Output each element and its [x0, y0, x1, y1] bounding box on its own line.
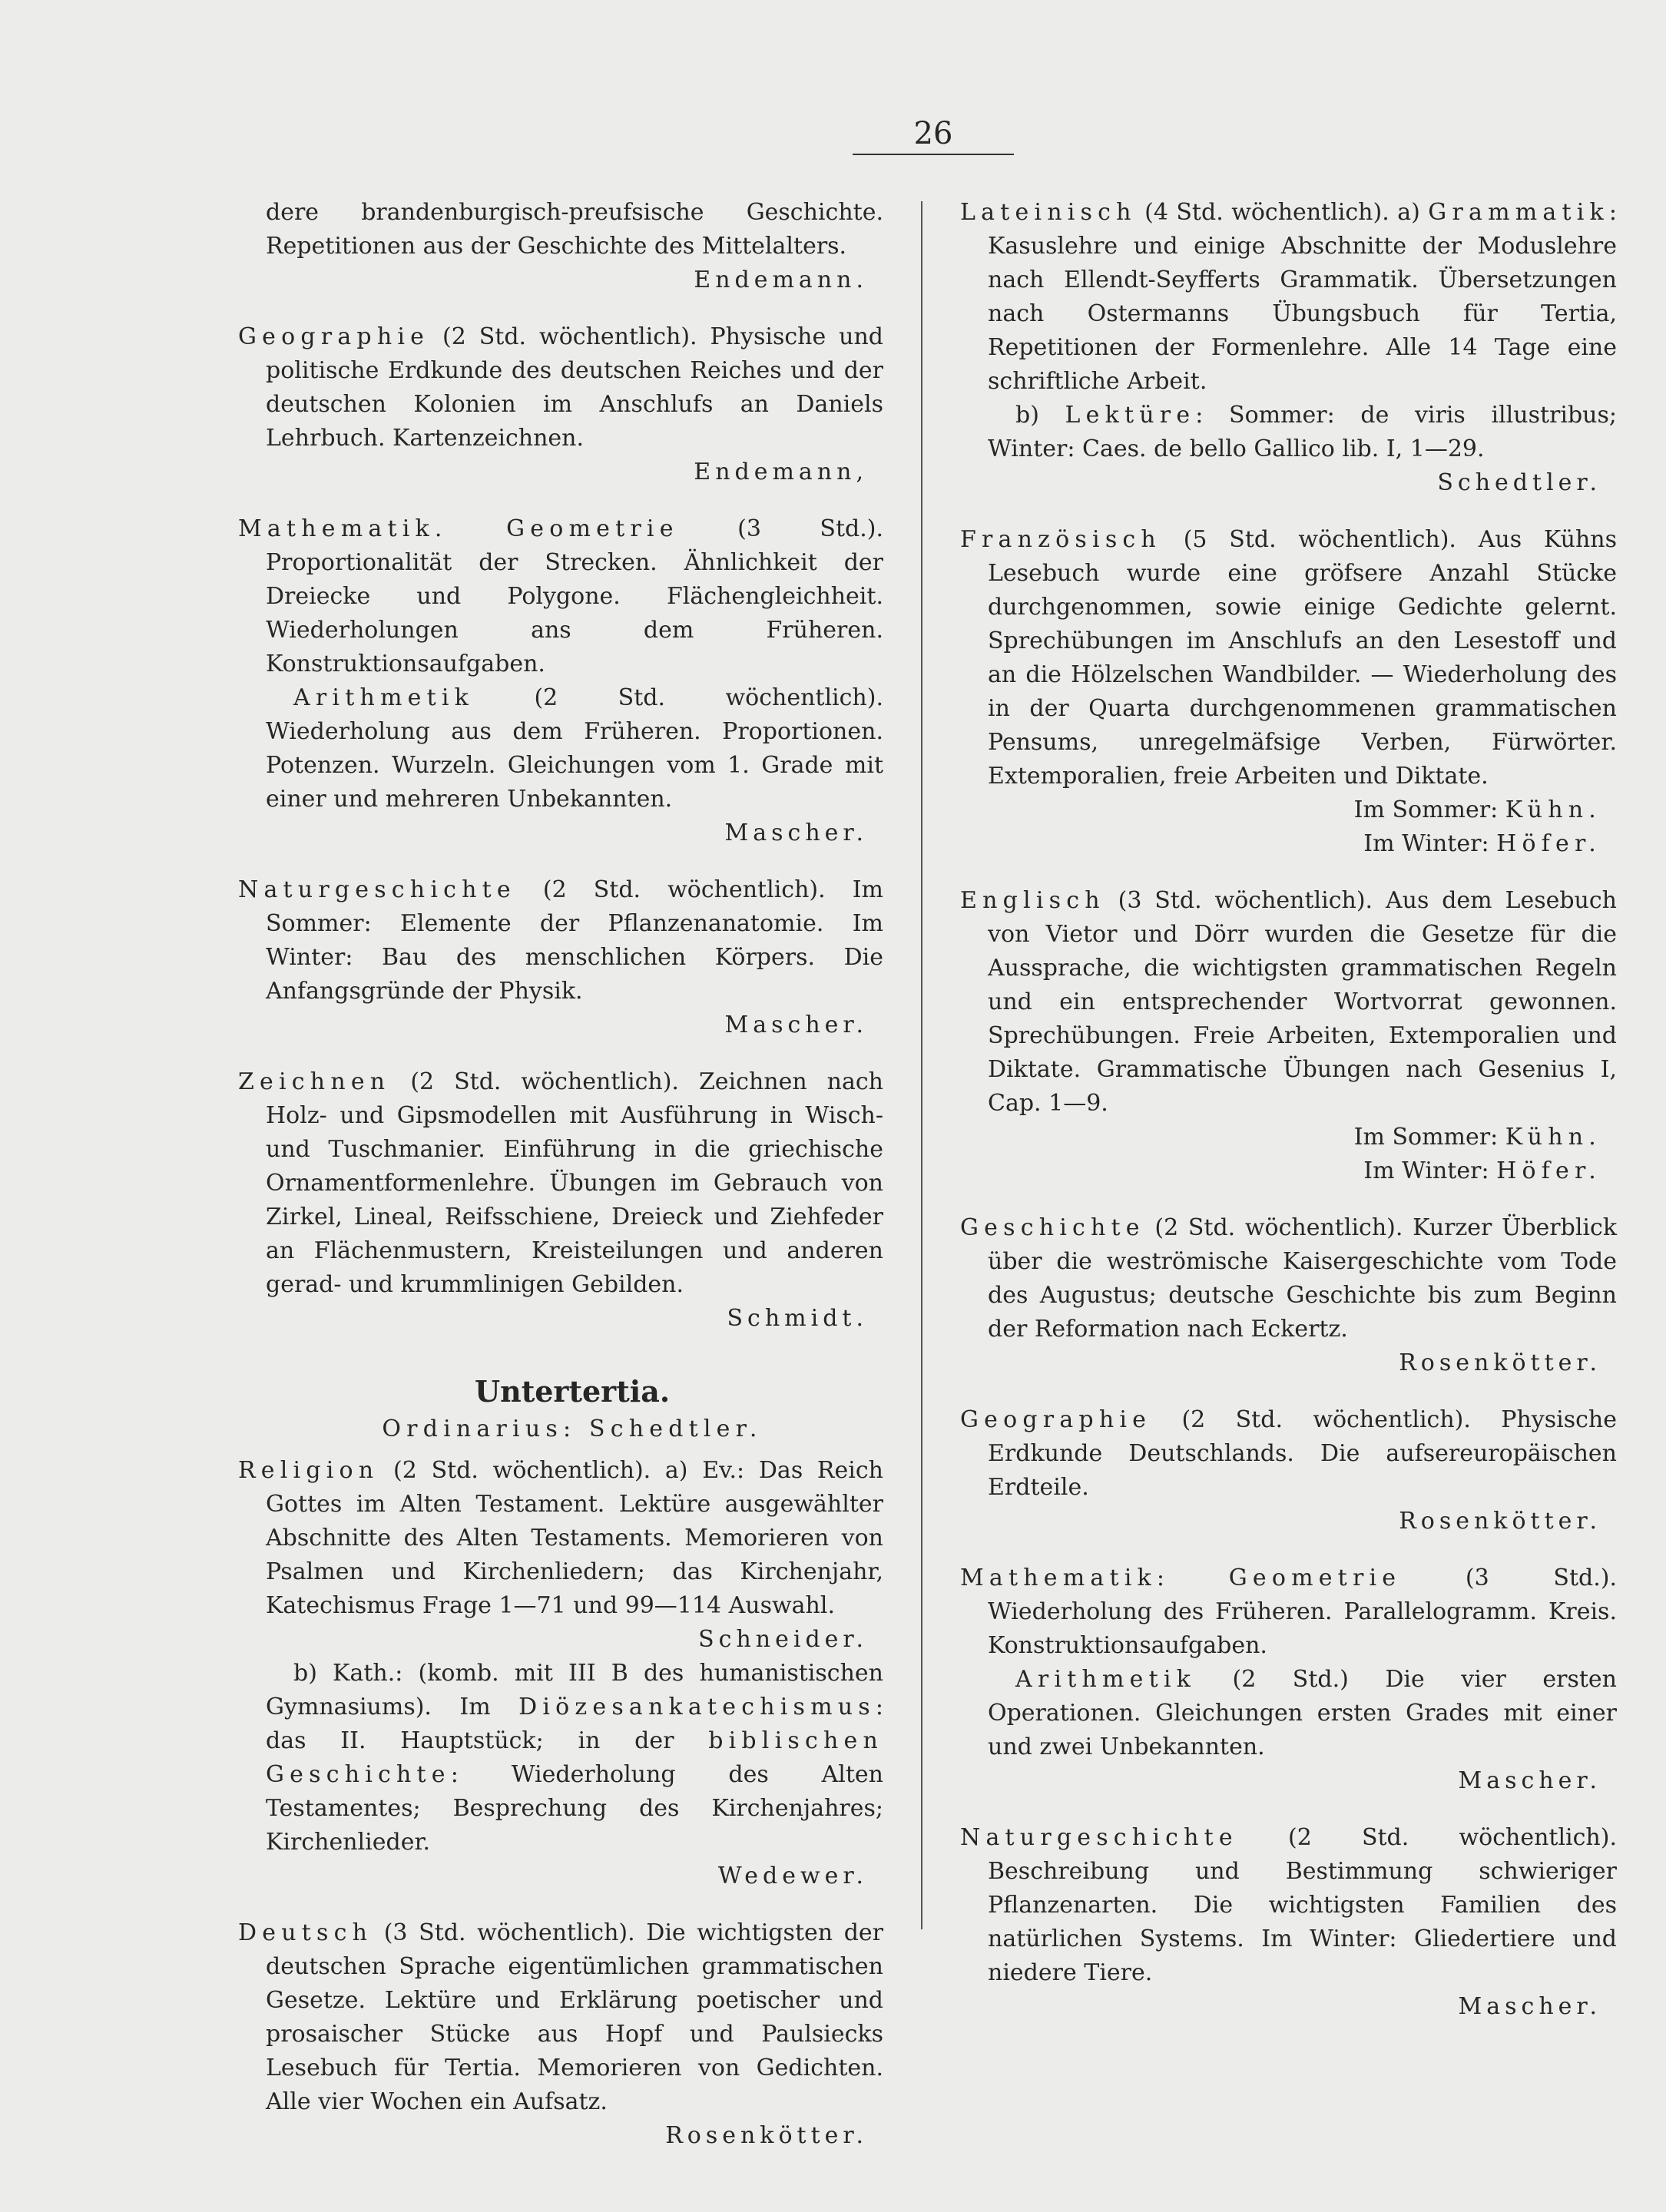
subject-mathematik-right: Mathematik [960, 1565, 1157, 1591]
religion-teacher-b: Wedewer. [717, 1863, 868, 1889]
lateinisch-lektuere: b) Lektüre: Sommer: de viris illustribus; Winter: Caes. de bello Gallico lib. I, 1—29. [988, 402, 1617, 462]
mathematik-paragraph: Mathematik. Geometrie (3 Std.). Proportionalität der Strecken. Ähnlichkeit der Dreiecke und Polygone. Flächengleichheit. Wiederholungen ans dem Früheren. Konstruktionsaufgaben. [238, 515, 883, 677]
section-heading: Untertertia. [474, 1374, 671, 1409]
subject-naturgeschichte: Naturgeschichte [238, 876, 516, 903]
naturgeschichte-right-paragraph: Naturgeschichte (2 Std. wöchentlich). Beschreibung und Bestimmung schwieriger Pflanzenarten. Die wichtigsten Familien des natürlichen Systems. Im Winter: Gliedertiere und niedere Tiere. [960, 1824, 1617, 1986]
subject-geschichte: Geschichte [960, 1214, 1145, 1241]
subject-mathematik: Mathematik. [238, 515, 448, 542]
lateinisch-paragraph: Lateinisch (4 Std. wöchentlich). a) Grammatik: Kasuslehre und einige Abschnitte der Moduslehre nach Ellendt-Seyfferts Grammatik. Übersetzungen nach Ostermanns Übungsbuch für Tertia, Repetitionen der Formenlehre. Alle 14 Tage eine schriftliche Arbeit. [960, 199, 1617, 395]
naturgeschichte-right-teacher: Mascher. [1458, 1993, 1601, 2020]
englisch-paragraph: Englisch (3 Std. wöchentlich). Aus dem Lesebuch von Vietor und Dörr wurden die Gesetze für die Aussprache, die wichtigsten grammatischen Regeln und ein entsprechender Wortvorrat gewonnen. Sprechübungen. Freie Arbeiten, Extemporalien und Diktate. Grammatische Übungen nach Gesenius I, Cap. 1—9. [960, 887, 1617, 1117]
geographie-paragraph: Geographie (2 Std. wöchentlich). Physische und politische Erdkunde des deutschen Reiches und der deutschen Kolonien im Anschlufs an Daniels Lehrbuch. Kartenzeichnen. [238, 323, 883, 452]
religion-kath-paragraph: b) Kath.: (komb. mit III B des humanistischen Gymnasiums). Im Diözesankatechismus: das II. Hauptstück; in der biblischen Geschichte: Wiederholung des Alten Testamentes; Besprechung des Kirchenjahres; Kirchenlieder. [266, 1660, 883, 1856]
mathematik-right-paragraph: Mathematik: Geometrie (3 Std.). Wiederholung des Früheren. Parallelogramm. Kreis. Konstruktionsaufgaben. [960, 1565, 1617, 1659]
left-column [238, 196, 883, 2153]
subject-deutsch: Deutsch [238, 1919, 373, 1946]
subject-englisch: Englisch [960, 887, 1105, 914]
geographie-right-paragraph: Geographie (2 Std. wöchentlich). Physische Erdkunde Deutschlands. Die aufsereuropäischen Erdteile. [960, 1406, 1617, 1501]
arithmetik-paragraph: Arithmetik (2 Std. wöchentlich). Wiederholung aus dem Früheren. Proportionen. Potenzen. Wurzeln. Gleichungen vom 1. Grade mit einer und mehreren Unbekannten. [266, 684, 883, 813]
intro-teacher: Endemann. [694, 267, 868, 293]
geschichte-teacher: Rosenkötter. [1399, 1349, 1601, 1376]
geographie-right-teacher: Rosenkötter. [1399, 1508, 1601, 1535]
naturgeschichte-teacher: Mascher. [724, 1012, 868, 1038]
page-number-rule [853, 154, 1014, 155]
mathematik-teacher: Mascher. [724, 820, 868, 846]
subject-naturgeschichte-right: Naturgeschichte [960, 1824, 1238, 1851]
mathematik-right-teacher: Mascher. [1458, 1767, 1601, 1794]
geographie-teacher: Endemann, [694, 459, 868, 485]
franzoesisch-teacher-sommer: Im Sommer: Kühn. [1353, 796, 1601, 823]
column-divider [921, 201, 922, 1929]
deutsch-teacher: Rosenkötter. [665, 2122, 868, 2149]
englisch-teacher-sommer: Im Sommer: Kühn. [1353, 1124, 1601, 1151]
deutsch-paragraph: Deutsch (3 Std. wöchentlich). Die wichtigsten der deutschen Sprache eigentümlichen grammatischen Gesetze. Lektüre und Erklärung poetischer und prosaischer Stücke aus Hopf und Paulsiecks Lesebuch für Tertia. Memorieren von Gedichten. Alle vier Wochen ein Aufsatz. [238, 1919, 883, 2115]
ordinarius-line: Ordinarius: Schedtler. [382, 1416, 763, 1442]
religion-paragraph: Religion (2 Std. wöchentlich). a) Ev.: Das Reich Gottes im Alten Testament. Lektüre ausgewählter Abschnitte des Alten Testaments. Memorieren von Psalmen und Kirchenliedern; das Kirchenjahr, Katechismus Frage 1—71 und 99—114 Auswahl. [238, 1457, 883, 1619]
geschichte-paragraph: Geschichte (2 Std. wöchentlich). Kurzer Überblick über die weströmische Kaisergeschichte vom Tode des Augustus; deutsche Geschichte bis zum Beginn der Reformation nach Eckertz. [960, 1214, 1617, 1343]
religion-teacher-a: Schneider. [698, 1626, 868, 1653]
subject-franzoesisch: Französisch [960, 526, 1161, 553]
subject-geographie: Geographie [238, 323, 430, 350]
naturgeschichte-paragraph: Naturgeschichte (2 Std. wöchentlich). Im Sommer: Elemente der Pflanzenanatomie. Im Winter: Bau des menschlichen Körpers. Die Anfangsgründe der Physik. [238, 876, 883, 1005]
lateinisch-teacher: Schedtler. [1437, 469, 1601, 496]
zeichnen-paragraph: Zeichnen (2 Std. wöchentlich). Zeichnen nach Holz- und Gipsmodellen mit Ausführung in Wisch- und Tuschmanier. Einführung in die griechische Ornamentformenlehre. Übungen im Gebrauch von Zirkel, Lineal, Reifsschiene, Dreieck und Ziehfeder an Flächenmustern, Kreisteilungen und anderen gerad- und krummlinigen Gebilden. [238, 1068, 883, 1298]
subject-lateinisch: Lateinisch [960, 199, 1137, 226]
subject-religion: Religion [238, 1457, 379, 1484]
intro-paragraph: dere brandenburgisch-preufsische Geschichte. Repetitionen aus der Geschichte des Mittelalters. [266, 199, 883, 260]
subject-geographie-right: Geographie [960, 1406, 1152, 1433]
subject-zeichnen: Zeichnen [238, 1068, 391, 1095]
arithmetik-right-paragraph: Arithmetik (2 Std.) Die vier ersten Operationen. Gleichungen ersten Grades mit einer und zwei Unbekannten. [988, 1666, 1617, 1760]
page-number: 26 [913, 116, 953, 151]
zeichnen-teacher: Schmidt. [727, 1305, 868, 1332]
englisch-teacher-winter: Im Winter: Höfer. [1363, 1157, 1601, 1184]
right-column [960, 196, 1617, 2024]
franzoesisch-teacher-winter: Im Winter: Höfer. [1363, 830, 1601, 857]
franzoesisch-paragraph: Französisch (5 Std. wöchentlich). Aus Kühns Lesebuch wurde eine gröfsere Anzahl Stücke durchgenommen, sowie einige Gedichte gelernt. Sprechübungen im Anschlufs an den Lesestoff und an die Hölzelschen Wandbilder. — Wiederholung des in der Quarta durchgenommenen grammatischen Pensums, unregelmäfsige Verben, Fürwörter. Extemporalien, freie Arbeiten und Diktate. [960, 526, 1617, 790]
